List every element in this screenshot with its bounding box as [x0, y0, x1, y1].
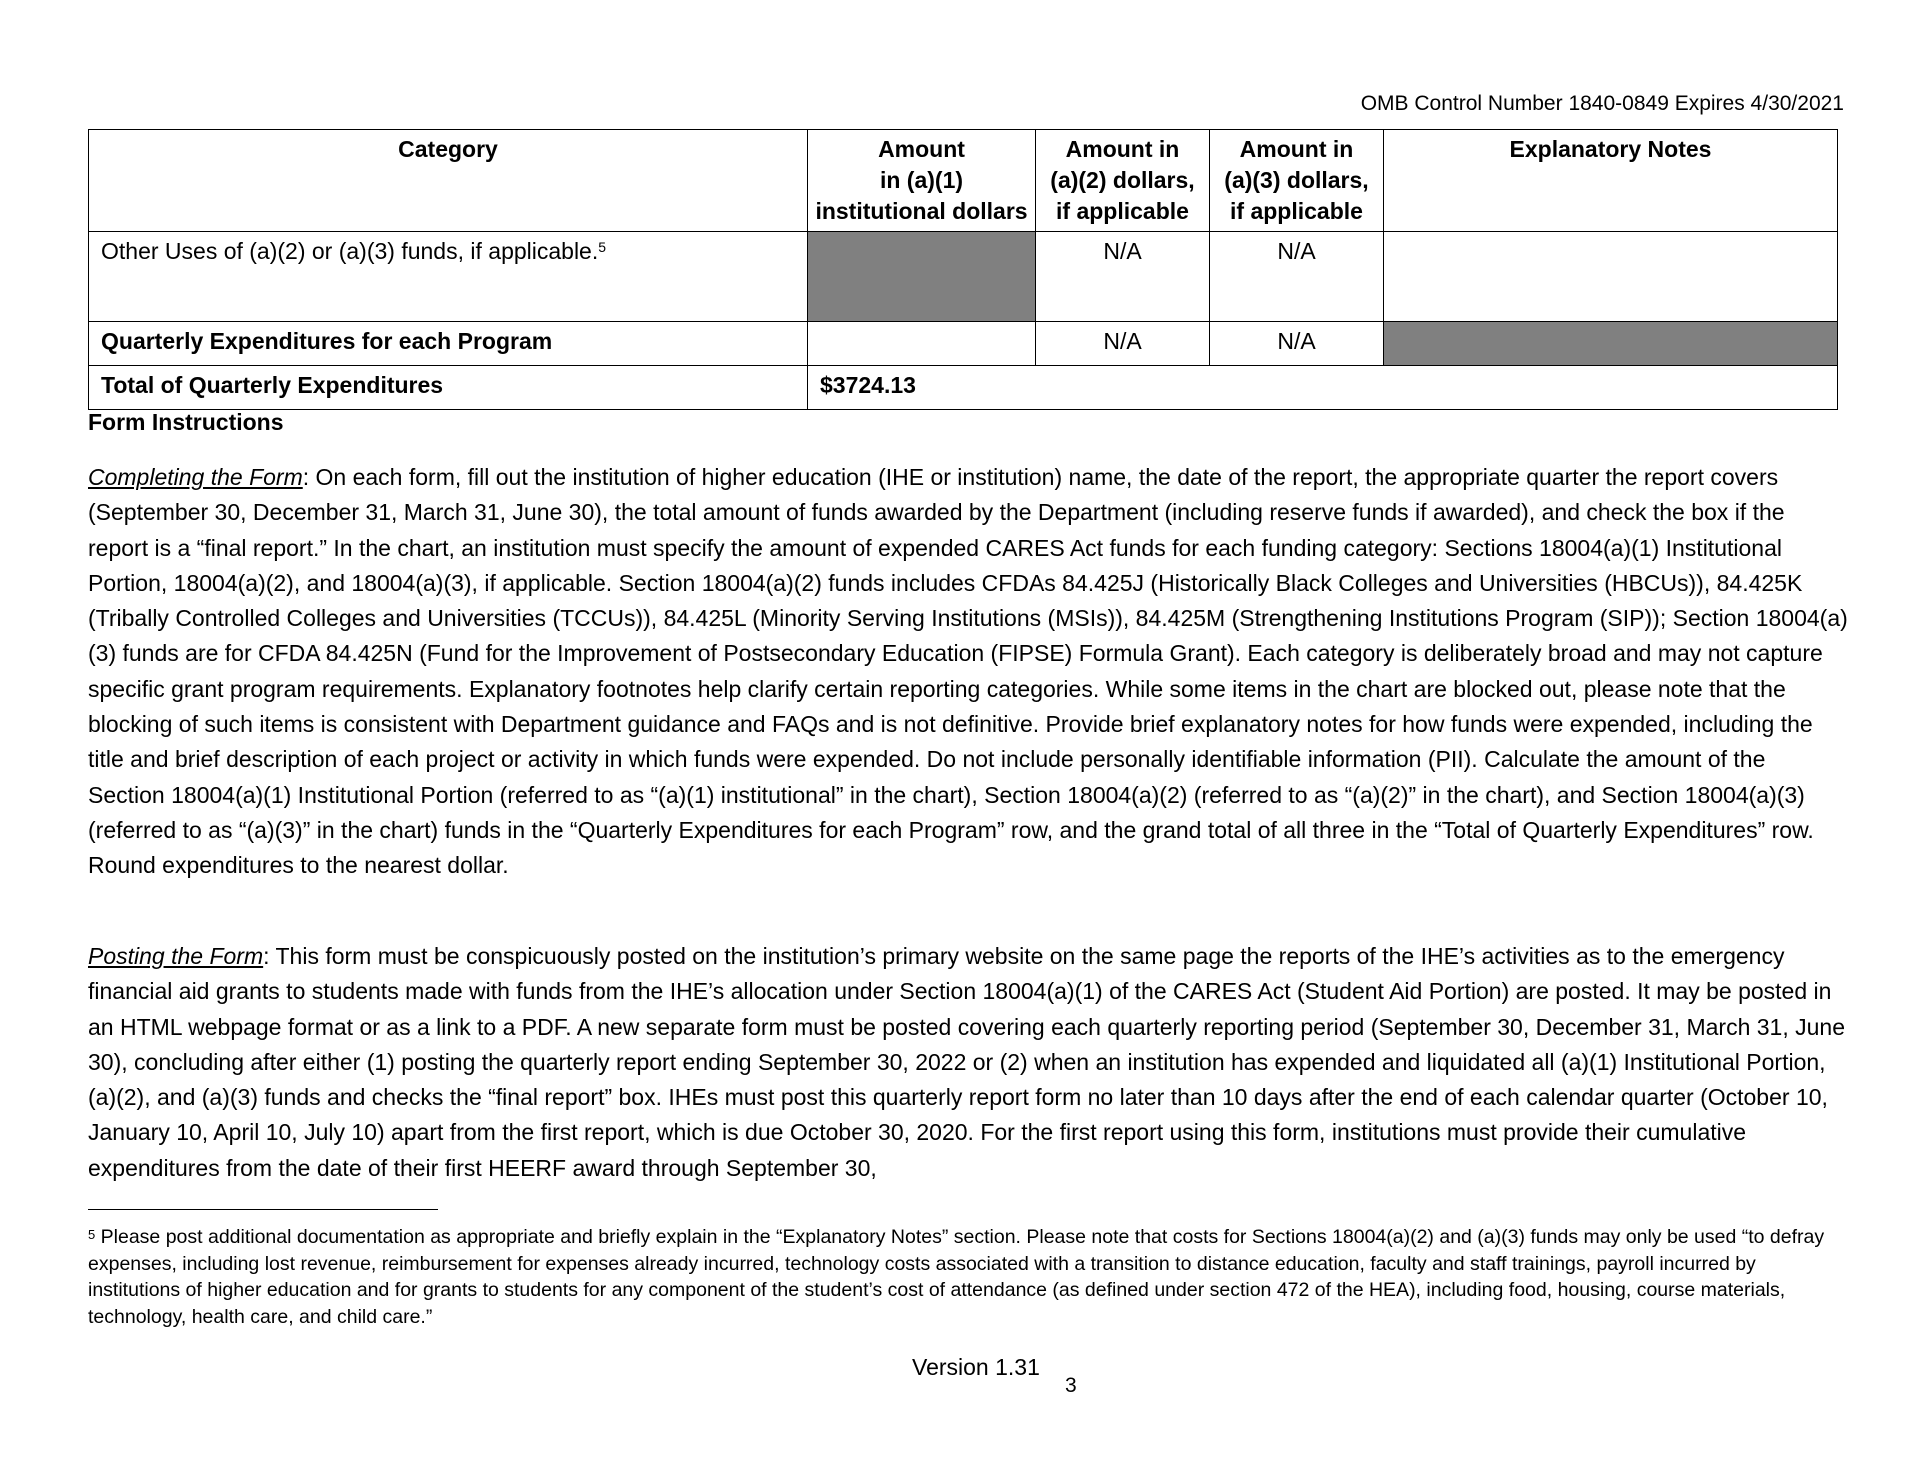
- footnote-reference: 5: [598, 239, 607, 255]
- header-explanatory-notes: Explanatory Notes: [1384, 130, 1838, 232]
- quarterly-a3: N/A: [1210, 322, 1384, 366]
- other-uses-a2: N/A: [1036, 232, 1210, 322]
- table-row-other-uses: [89, 232, 1838, 322]
- posting-the-form-text: : This form must be conspicuously posted on the institution’s primary website on the same page the reports of the IHE’s activities as to the emergency financial aid grants to students made with funds from the IHE’s allocation under Section 18004(a)(1) of the CARES Act (Student Aid Portion) are posted. It may be posted in an HTML webpage format or as a link to a PDF. A new separate form must be posted covering each quarterly reporting period (September 30, December 31, March 31, June 30), concluding after either (1) posting the quarterly report ending September 30, 2022 or (2) when an institution has expended and liquidated all (a)(1) Institutional Portion, (a)(2), and (a)(3) funds and checks the “final report” box. IHEs must post this quarterly report form no later than 10 days after the end of each calendar quarter (October 10, January 10, April 10, July 10) apart from the first report, which is due October 30, 2020. For the first report using this form, institutions must provide their cumulative expenditures from the date of their first HEERF award through September 30,: [88, 943, 1845, 1181]
- completing-the-form-paragraph: [88, 460, 1848, 884]
- quarterly-a1: [808, 322, 1036, 366]
- header-amount-a1: Amount in (a)(1) institutional dollars: [808, 130, 1036, 232]
- other-uses-label: Other Uses of (a)(2) or (a)(3) funds, if applicable.$^5$: [89, 232, 808, 322]
- quarterly-label: Quarterly Expenditures for each Program: [89, 322, 808, 366]
- completing-the-form-heading: Completing the Form: [88, 464, 303, 490]
- footnote-5: [88, 1224, 1848, 1330]
- omb-control-number: OMB Control Number 1840-0849 Expires 4/30/2021: [1360, 92, 1844, 115]
- completing-the-form-text: : On each form, fill out the institution of higher education (IHE or institution) name, the date of the report, the appropriate quarter the report covers (September 30, December 31, March 31, June 30), the total amount of funds awarded by the Department (including reserve funds if awarded), and check the box if the report is a “final report.” In the chart, an institution must specify the amount of expended CARES Act funds for each funding category: Sections 18004(a)(1) Institutional Portion, 18004(a)(2), and 18004(a)(3), if applicable. Section 18004(a)(2) funds includes CFDAs 84.425J (Historically Black Colleges and Universities (HBCUs)), 84.425K (Tribally Controlled Colleges and Universities (TCCUs)), 84.425L (Minority Serving Institutions (MSIs)), 84.425M (Strengthening Institutions Program (SIP)); Section 18004(a)(3) funds are for CFDA 84.425N (Fund for the Improvement of Postsecondary Education (FIPSE) Formula Grant). Each category is deliberately broad and may not capture specific grant program requirements. Explanatory footnotes help clarify certain reporting categories. While some items in the chart are blocked out, please note that the blocking of such items is consistent with Department guidance and FAQs and is not definitive. Provide brief explanatory notes for how funds were expended, including the title and brief description of each project or activity in which funds were expended. Do not include personally identifiable information (PII). Calculate the amount of the Section 18004(a)(1) Institutional Portion (referred to as “(a)(1) institutional” in the chart), Section 18004(a)(2) (referred to as “(a)(2)” in the chart), and Section 18004(a)(3) (referred to as “(a)(3)” in the chart) funds in the “Quarterly Expenditures for each Program” row, and the grand total of all three in the “Total of Quarterly Expenditures” row. Round expenditures to the nearest dollar.: [88, 464, 1848, 879]
- other-uses-notes: [1384, 232, 1838, 322]
- footnote-mark: 5: [88, 1227, 96, 1242]
- expenditures-table: [88, 129, 1838, 410]
- posting-the-form-paragraph: [88, 939, 1848, 1186]
- total-label: Total of Quarterly Expenditures: [89, 366, 808, 410]
- quarterly-a2: N/A: [1036, 322, 1210, 366]
- table-row-total: [89, 366, 1838, 410]
- footnote-text: Please post additional documentation as appropriate and briefly explain in the “Explanatory Notes” section. Please note that costs for Sections 18004(a)(2) and (a)(3) funds may only be used “to defray expenses, including lost revenue, reimbursement for expenses already incurred, technology costs associated with a transition to distance education, faculty and staff trainings, payroll incurred by institutions of higher education and for grants to students for any component of the student’s cost of attendance (as defined under section 472 of the HEA), including food, housing, course materials, technology, health care, and child care.”: [88, 1226, 1825, 1328]
- version-label: Version 1.31: [912, 1354, 1040, 1380]
- table-header-row: [89, 130, 1838, 232]
- posting-the-form-heading: Posting the Form: [88, 943, 264, 969]
- footnote-divider: [88, 1209, 438, 1210]
- quarterly-notes-blocked: [1384, 322, 1838, 366]
- total-value: $3724.13: [808, 366, 1838, 410]
- header-amount-a3: Amount in (a)(3) dollars, if applicable: [1210, 130, 1384, 232]
- header-category: Category: [89, 130, 808, 232]
- table-row-quarterly-expenditures: [89, 322, 1838, 366]
- form-instructions-title: Form Instructions: [88, 409, 284, 435]
- other-uses-a1-blocked: [808, 232, 1036, 322]
- other-uses-a3: N/A: [1210, 232, 1384, 322]
- header-amount-a2: Amount in (a)(2) dollars, if applicable: [1036, 130, 1210, 232]
- page-number: 3: [1065, 1374, 1077, 1397]
